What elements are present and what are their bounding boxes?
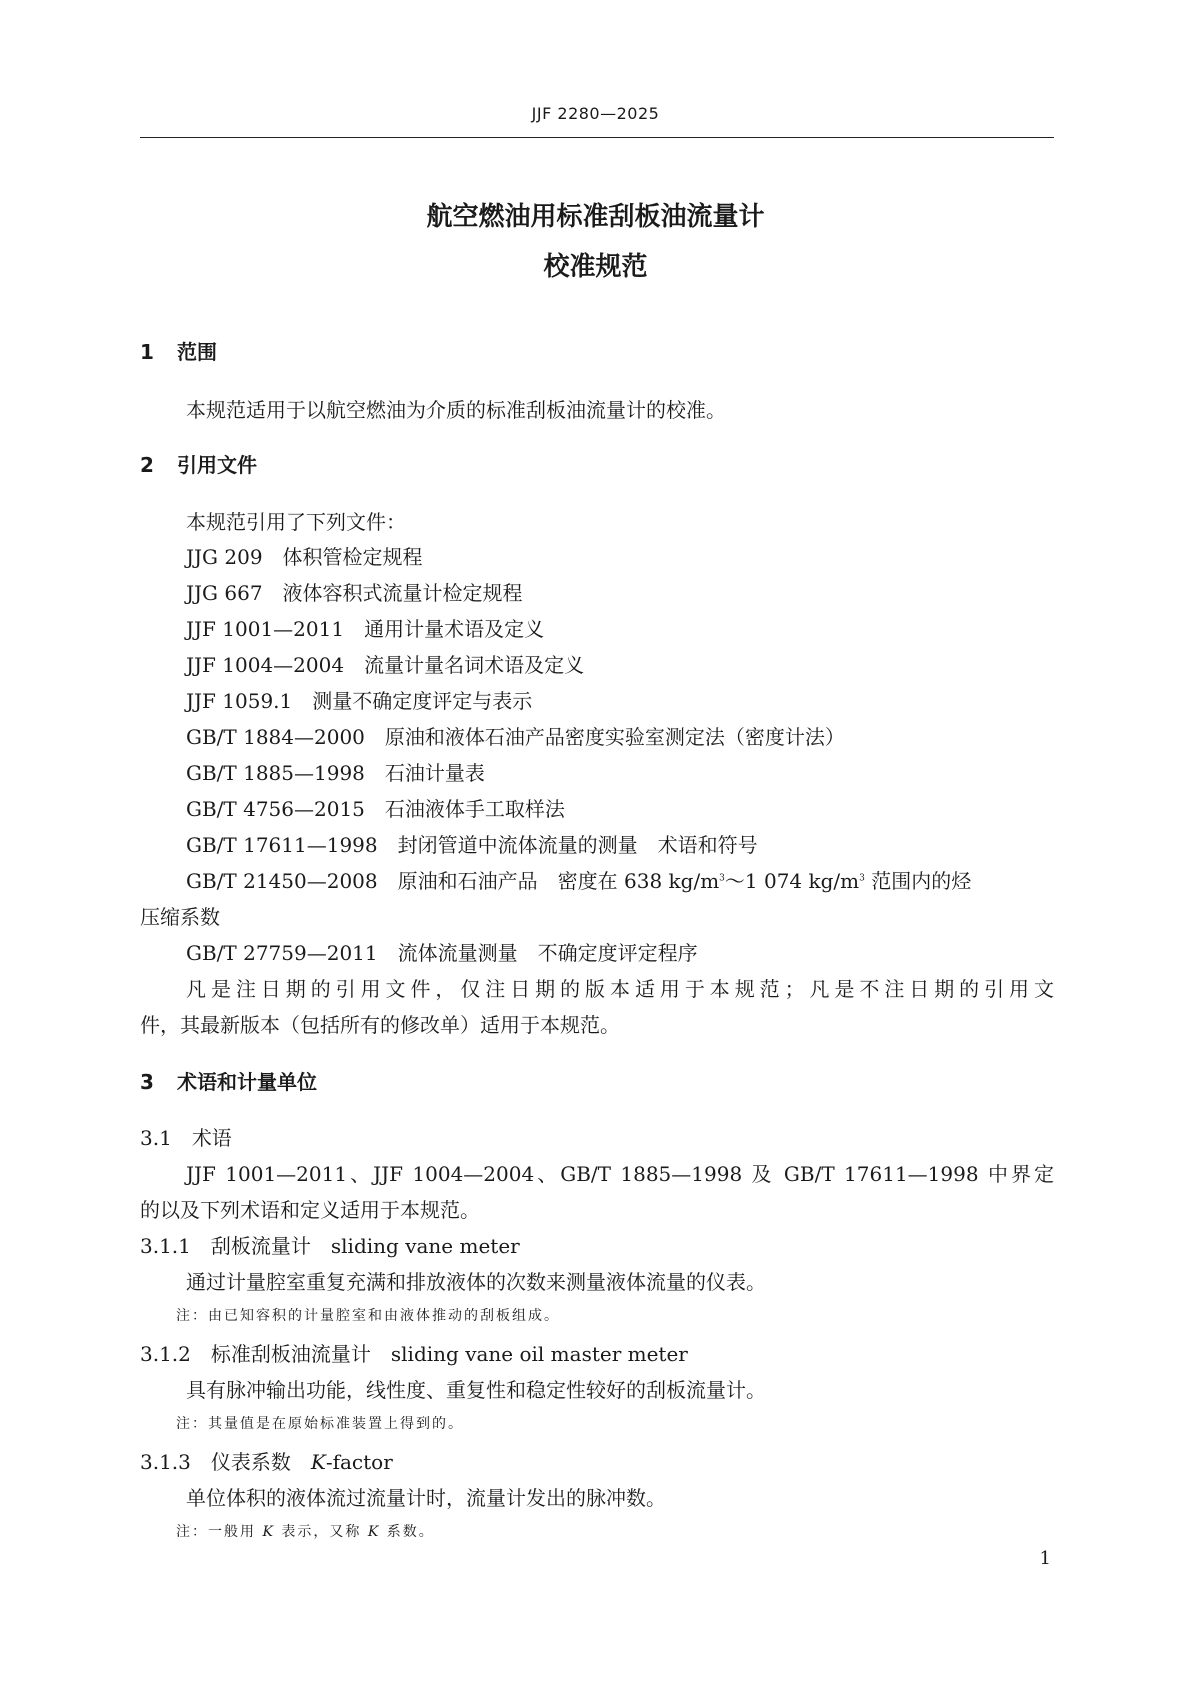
document-title-line2: 校准规范 [543,252,648,282]
reference-title-part: ～1 074 kg/m [724,869,860,893]
term-definition: 单位体积的液体流过流量计时，流量计发出的脉冲数。 [186,1486,666,1510]
superscript: 3 [859,873,865,884]
term-english: -factor [325,1450,393,1474]
reference-item-long [186,865,971,894]
term-title: 仪表系数 [210,1450,291,1474]
references-intro: 本规范引用了下列文件： [186,510,406,534]
reference-title: 石油计量表 [384,761,485,785]
term-note: 注：其量值是在原始标准装置上得到的。 [176,1416,464,1432]
reference-title: 测量不确定度评定与表示 [312,689,533,713]
reference-item [186,793,565,822]
term-english: sliding vane oil master meter [390,1342,688,1366]
term-title: 标准刮板油流量计 [210,1342,371,1366]
section-number: 1 [140,340,154,364]
term-english: sliding vane meter [330,1234,520,1258]
reference-title: 体积管检定规程 [282,545,423,569]
note-symbol: K [262,1524,275,1540]
reference-title: 液体容积式流量计检定规程 [282,581,523,605]
terms-intro-line1: JJF 1001—2011、JJF 1004—2004、GB/T 1885—1998 及 GB/T 17611—1998 中界定 [186,1162,1054,1186]
term-heading [140,1230,520,1259]
reference-item [186,721,845,750]
note-symbol: K [367,1524,381,1540]
term-english-italic: K [310,1450,326,1474]
reference-code: JJG 209 [186,545,263,569]
term-title: 刮板流量计 [210,1234,311,1258]
section-title: 引用文件 [177,453,257,477]
term-number: 3.1.1 [140,1234,191,1258]
document-title-line1: 航空燃油用标准刮板油流量计 [426,202,765,232]
reference-code: GB/T 17611—1998 [186,833,378,857]
term-definition: 具有脉冲输出功能，线性度、重复性和稳定性较好的刮板流量计。 [186,1378,766,1402]
reference-code: GB/T 1885—1998 [186,761,365,785]
note-text: 注：一般用 [176,1524,263,1540]
page-number: 1 [1039,1548,1051,1569]
reference-code: JJF 1004—2004 [186,653,345,677]
reference-title: 石油液体手工取样法 [384,797,565,821]
reference-title: 通用计量术语及定义 [364,617,545,641]
reference-title: 流体流量测量 不确定度评定程序 [397,941,698,965]
term-definition: 通过计量腔室重复充满和排放液体的次数来测量液体流量的仪表。 [186,1270,766,1294]
reference-title-part: 范围内的烃 [864,869,972,893]
note-text: 表示，又称 [274,1524,368,1540]
term-number: 3.1.3 [140,1450,191,1474]
term-heading [140,1338,688,1367]
reference-code: JJF 1059.1 [186,689,293,713]
reference-code: JJF 1001—2011 [186,617,345,641]
term-note: 注：由已知容积的计量腔室和由液体推动的刮板组成。 [176,1308,560,1324]
reference-item [186,937,698,966]
reference-code: GB/T 4756—2015 [186,797,365,821]
reference-item [186,829,758,858]
term-note [176,1521,435,1541]
subsection-3-1-heading [140,1122,232,1151]
header-rule [140,137,1054,138]
reference-item-continuation: 压缩系数 [140,905,220,929]
subsection-number: 3.1 [140,1126,172,1150]
reference-code: GB/T 27759—2011 [186,941,378,965]
reference-title: 原油和液体石油产品密度实验室测定法（密度计法） [384,725,845,749]
reference-item [186,577,523,606]
section-number: 3 [140,1070,154,1094]
section-1-body: 本规范适用于以航空燃油为介质的标准刮板油流量计的校准。 [186,398,726,422]
section-title: 术语和计量单位 [177,1070,317,1094]
reference-item [186,613,544,642]
term-number: 3.1.2 [140,1342,191,1366]
reference-title: 封闭管道中流体流量的测量 术语和符号 [397,833,758,857]
reference-item [186,649,584,678]
term-heading [140,1446,393,1475]
reference-item [186,541,423,570]
reference-code: JJG 667 [186,581,263,605]
note-text: 系数。 [380,1524,435,1540]
reference-title-part: 原油和石油产品 密度在 638 kg/m [397,869,720,893]
section-number: 2 [140,453,154,477]
references-closing-line1: 凡是注日期的引用文件，仅注日期的版本适用于本规范；凡是不注日期的引用文 [186,977,1054,1001]
document-code-header: JJF 2280—2025 [531,104,660,123]
section-1-heading [140,336,217,365]
section-title: 范围 [177,340,217,364]
section-3-heading [140,1066,317,1095]
section-2-heading [140,449,257,478]
reference-code: GB/T 21450—2008 [186,869,378,893]
terms-intro-line2: 的以及下列术语和定义适用于本规范。 [140,1198,480,1222]
reference-item [186,685,532,714]
reference-title: 流量计量名词术语及定义 [364,653,585,677]
reference-code: GB/T 1884—2000 [186,725,365,749]
subsection-title: 术语 [191,1126,232,1150]
reference-item [186,757,485,786]
superscript: 3 [719,873,725,884]
references-closing-line2: 件，其最新版本（包括所有的修改单）适用于本规范。 [140,1013,620,1037]
